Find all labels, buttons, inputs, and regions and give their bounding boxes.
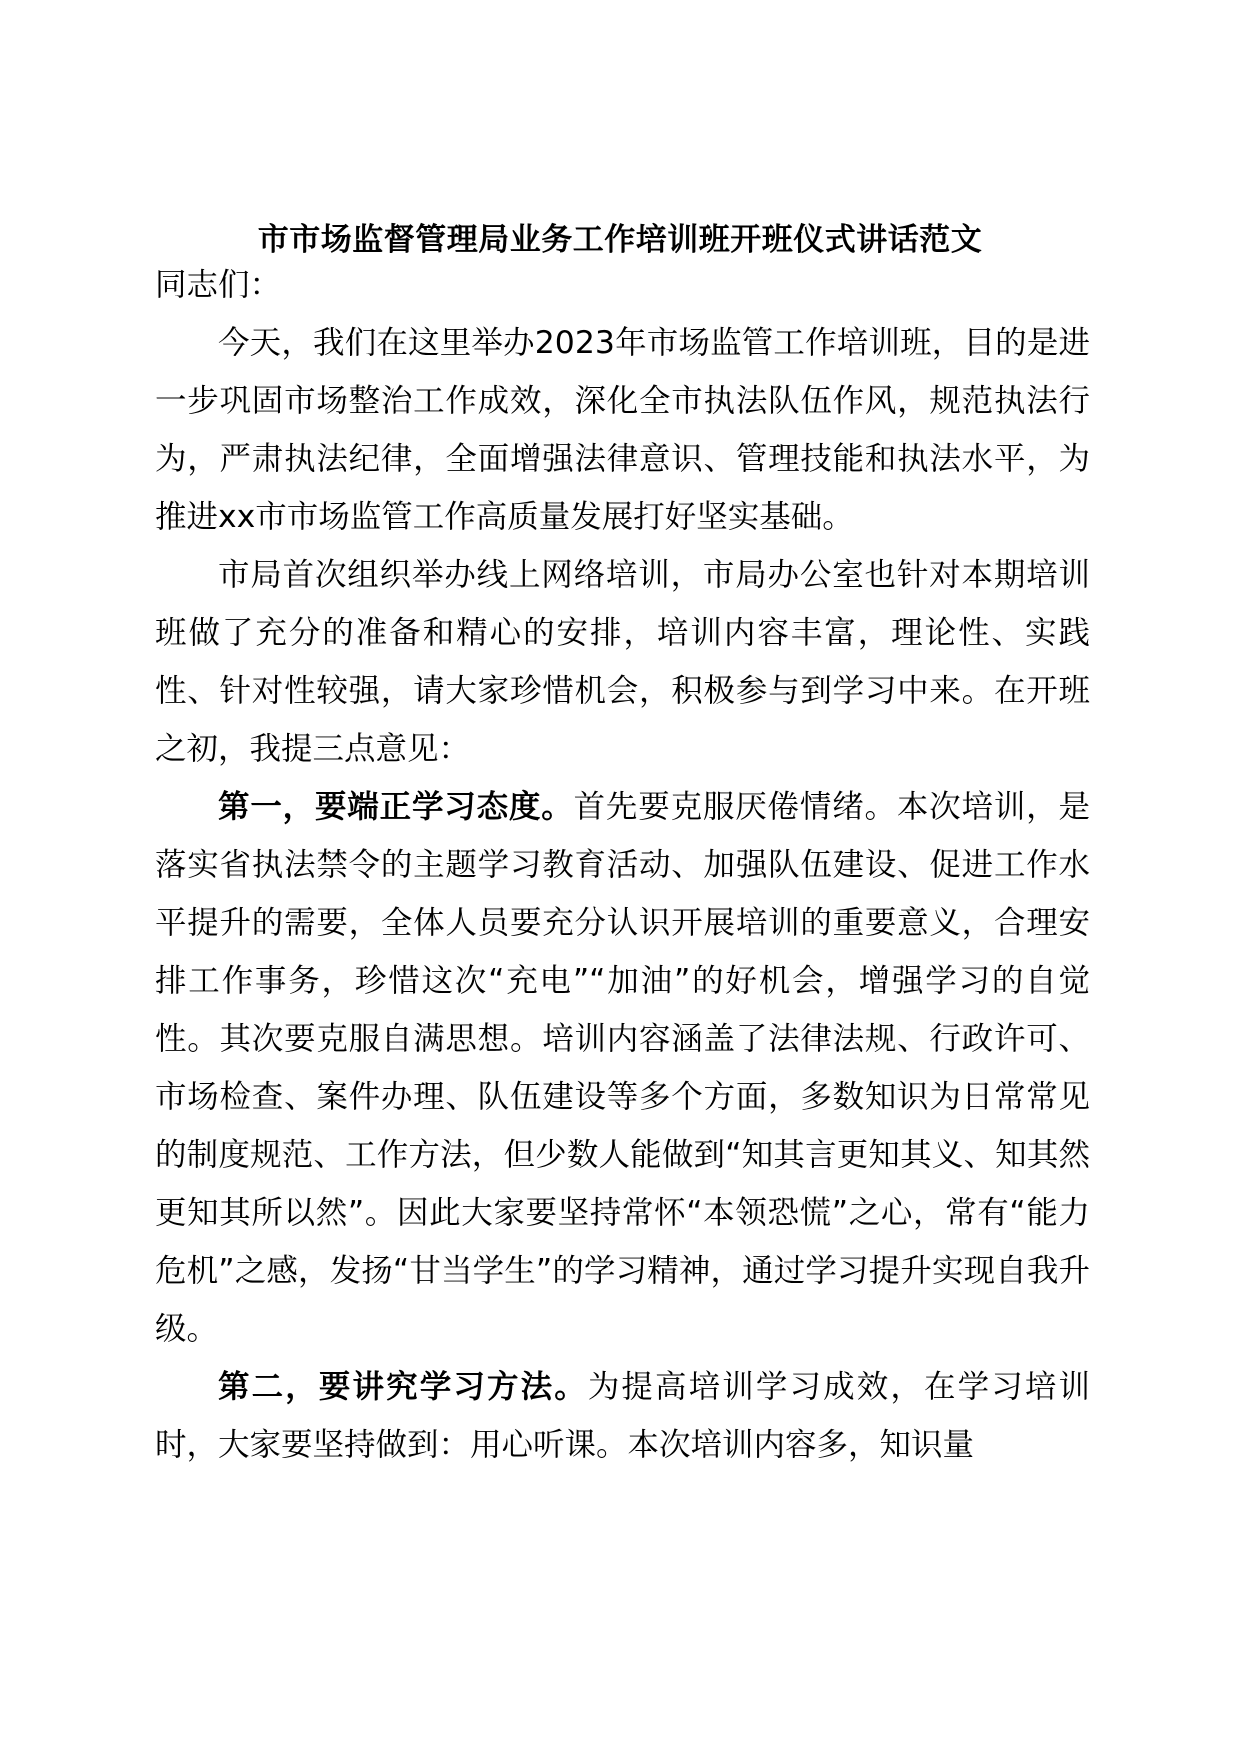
paragraph-1-text: 今天，我们在这里举办2023年市场监管工作培训班，目的是进一步巩固市场整治工作成效，深化全市执法队伍作风，规范执法行为，严肃执法纪律，全面增强法律意识、管理技能和执法水平，为推进xx市市场监管工作高质量发展打好坚实基础。 [155,325,1090,535]
paragraph-3-text: 首先要克服厌倦情绪。本次培训，是落实省执法禁令的主题学习教育活动、加强队伍建设、促进工作水平提升的需要，全体人员要充分认识开展培训的重要意义，合理安排工作事务，珍惜这次“充电”“加油”的好机会，增强学习的自觉性。其次要克服自满思想。培训内容涵盖了法律法规、行政许可、市场检查、案件办理、队伍建设等多个方面，多数知识为日常常见的制度规范、工作方法，但少数人能做到“知其言更知其义、知其然更知其所以然”。因此大家要坚持常怀“本领恐慌”之心，常有“能力危机”之感，发扬“甘当学生”的学习精神，通过学习提升实现自我升级。 [155,789,1090,1347]
paragraph-4-text: 为提高培训学习成效，在学习培训时，大家要坚持做到：用心听课。本次培训内容多，知识量 [155,1369,1090,1463]
paragraph-2-text: 市局首次组织举办线上网络培训，市局办公室也针对本期培训班做了充分的准备和精心的安排，培训内容丰富，理论性、实践性、针对性较强，请大家珍惜机会，积极参与到学习中来。在开班之初，我提三点意见： [155,557,1090,767]
document-title: 市市场监督管理局业务工作培训班开班仪式讲话范文 [257,222,983,258]
greeting: 同志们： [155,267,282,303]
document-body [155,256,1090,1474]
paragraph-4-lead: 第二，要讲究学习方法。 [218,1369,588,1405]
paragraph-4 [155,1358,1090,1474]
paragraph-2 [155,546,1090,778]
paragraph-1 [155,314,1090,546]
paragraph-3-lead: 第一，要端正学习态度。 [218,789,574,825]
paragraph-3 [155,778,1090,1358]
